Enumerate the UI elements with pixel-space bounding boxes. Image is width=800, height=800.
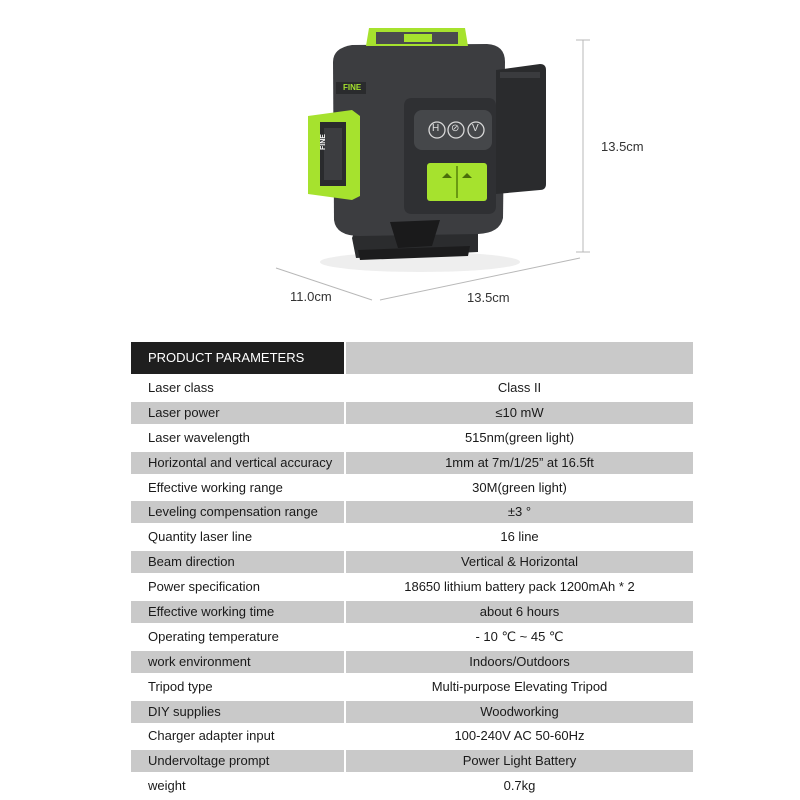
table-row [131,626,693,648]
parameter-value: Multi-purpose Elevating Tripod [431,678,608,694]
parameter-value: - 10 ℃ ~ 45 ℃ [475,628,564,644]
parameter-label: Laser power [131,402,344,424]
parameter-label: Effective working range [148,479,283,495]
parameter-value: ±3 ° [346,501,693,523]
table-header-title: PRODUCT PARAMETERS [131,342,344,374]
dimension-height-label: 13.5cm [601,139,644,154]
parameter-label: Quantity laser line [148,529,253,545]
parameter-label: Operating temperature [148,628,279,644]
parameter-value: 30M(green light) [472,479,567,495]
laser-level-image [0,0,800,320]
parameter-value: about 6 hours [346,601,693,623]
table-row [131,651,693,673]
v-mode-icon: V [472,123,479,134]
table-row [131,725,693,747]
parameter-value: 0.7kg [503,778,536,794]
parameter-label: work environment [131,651,344,673]
parameter-value: 18650 lithium battery pack 1200mAh * 2 [404,579,635,595]
table-row [131,676,693,698]
table-row [131,526,693,548]
parameter-label: Laser wavelength [148,429,250,445]
parameter-value: ≤10 mW [346,402,693,424]
parameter-label: Beam direction [131,551,344,573]
parameter-value: 16 line [500,529,539,545]
parameter-label: Tripod type [148,678,213,694]
dimension-width-label: 13.5cm [467,290,510,305]
table-row [131,402,693,424]
parameter-label: Leveling compensation range [131,501,344,523]
h-mode-icon: H [432,123,440,134]
parameter-value: 1mm at 7m/1/25” at 16.5ft [346,452,693,474]
table-header-filler [346,342,693,374]
parameter-label: Charger adapter input [148,728,275,744]
table-row [131,601,693,623]
table-row [131,477,693,499]
parameter-label: weight [148,778,186,794]
table-row [131,551,693,573]
parameter-label: Effective working time [131,601,344,623]
table-row [131,775,693,797]
parameter-label: Undervoltage prompt [131,750,344,772]
table-row [131,427,693,449]
parameter-label: DIY supplies [131,701,344,723]
front-brand-logo: FINE [343,83,362,92]
parameter-label: Power specification [148,579,260,595]
side-brand-logo: FINE [320,134,327,150]
parameter-label: Horizontal and vertical accuracy [131,452,344,474]
table-row [131,701,693,723]
parameter-value: 100-240V AC 50-60Hz [454,728,585,744]
dimension-depth-label: 11.0cm [290,289,332,304]
product-illustration [0,0,800,320]
parameter-value: Class II [497,380,542,395]
table-row [131,452,693,474]
parameter-label: Laser class [148,380,214,395]
parameter-value: Woodworking [346,701,693,723]
angle-mode-icon: ⊘ [451,123,460,134]
parameter-value: Power Light Battery [346,750,693,772]
table-header [131,342,693,374]
table-rows [131,377,693,797]
parameter-value: 515nm(green light) [464,429,575,445]
table-row [131,576,693,598]
table-row [131,501,693,523]
parameter-value: Vertical & Horizontal [346,551,693,573]
table-row [131,377,693,399]
parameter-value: Indoors/Outdoors [346,651,693,673]
product-parameters-table [131,342,693,800]
table-row [131,750,693,772]
